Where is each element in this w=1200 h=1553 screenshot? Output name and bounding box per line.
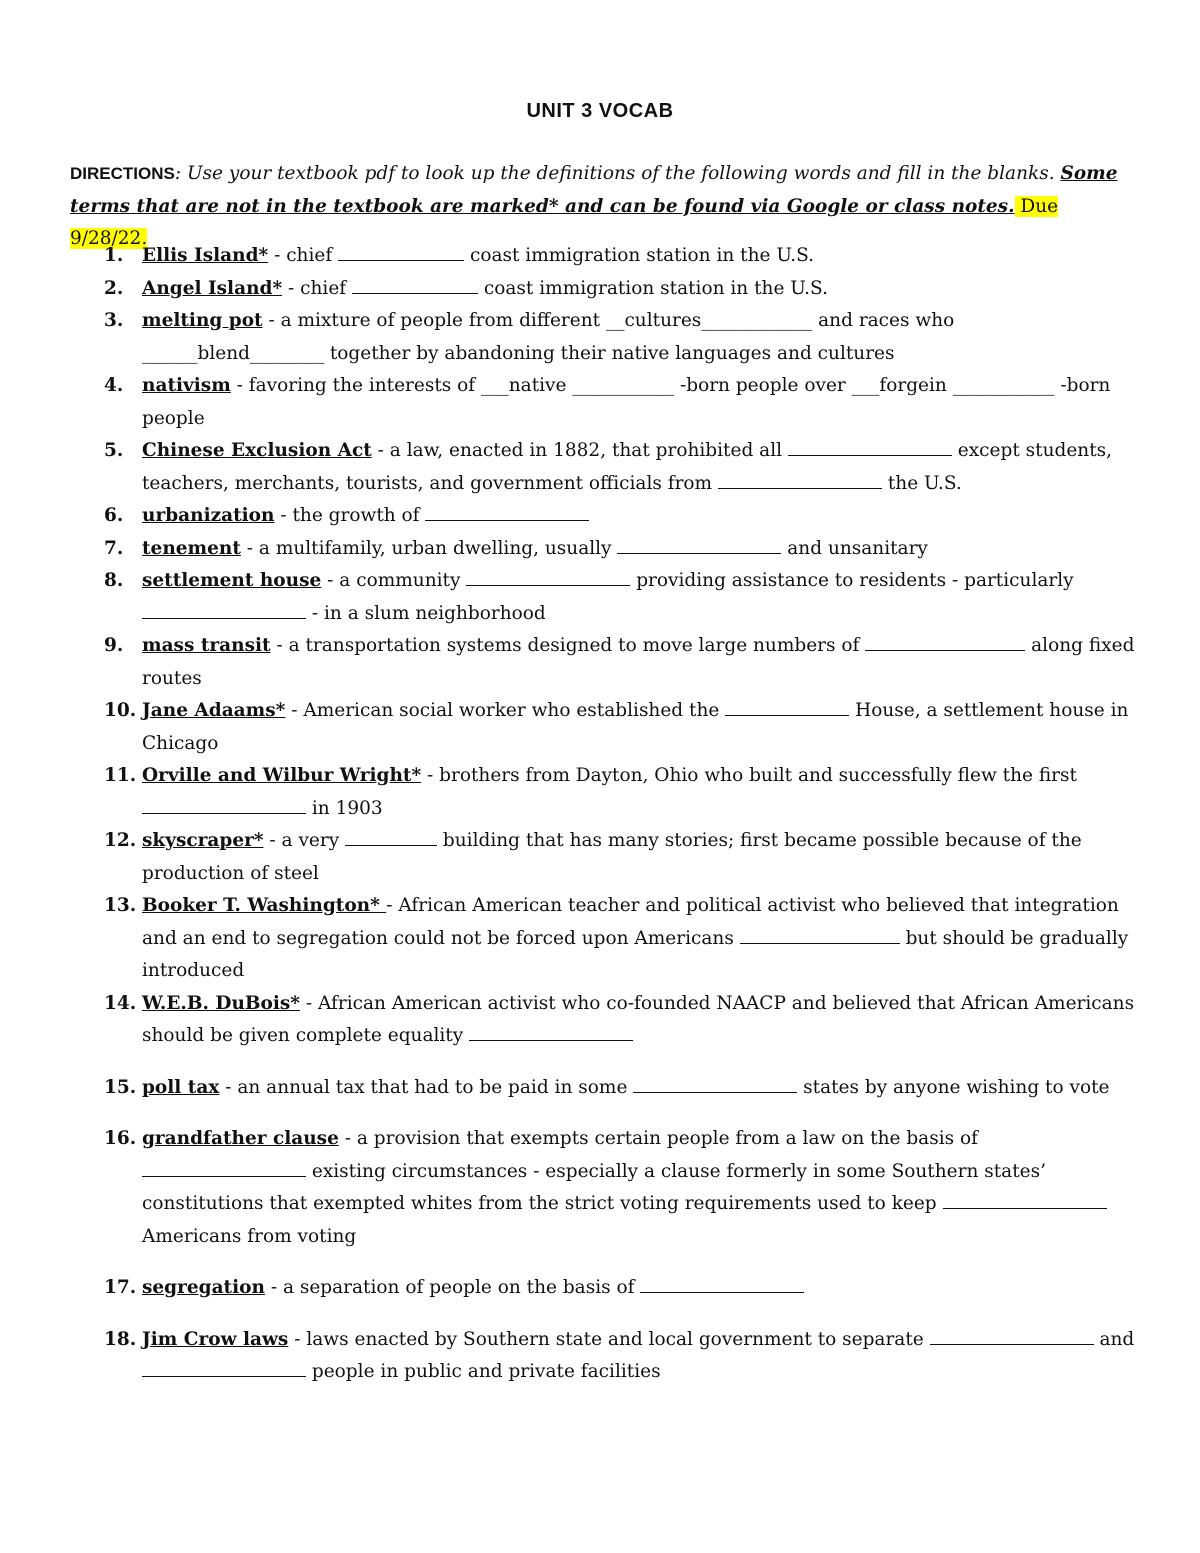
item-number: 8. (104, 570, 124, 591)
definition-text: - American social worker who established the (285, 700, 726, 721)
answer-blank[interactable] (617, 533, 781, 554)
vocab-item (70, 825, 1135, 890)
vocab-item (70, 1272, 1135, 1305)
filled-answer[interactable]: ___forgein ___________ (851, 375, 1055, 396)
answer-blank[interactable] (345, 825, 437, 846)
definition-text: in 1903 (306, 797, 383, 819)
directions-note: Some terms that are not in the textbook are marked* and can be found via Google or class notes. (70, 163, 1118, 217)
definition-text: - a mixture of people from different (262, 310, 606, 331)
definition-text: - laws enacted by Southern state and local government to separate (288, 1328, 930, 1350)
vocab-item (70, 305, 1135, 370)
vocab-item (70, 695, 1135, 760)
definition-text: - favoring the interests of (230, 375, 482, 396)
vocab-item (70, 435, 1135, 500)
answer-blank[interactable] (943, 1188, 1107, 1209)
definition-text: coast immigration station in the U.S. (478, 277, 828, 299)
answer-blank[interactable] (930, 1324, 1094, 1345)
item-number: 10. (104, 700, 137, 721)
vocab-item (70, 273, 1135, 306)
vocab-term: urbanization (142, 505, 275, 526)
answer-blank[interactable] (338, 240, 464, 261)
vocab-term: mass transit (142, 635, 271, 656)
definition-text: - brothers from Dayton, Ohio who built and successfully flew the first (421, 765, 1077, 786)
answer-blank[interactable] (142, 1356, 306, 1377)
definition-text: - a provision that exempts certain people from a law on the basis of (338, 1128, 978, 1149)
item-number: 16. (104, 1128, 137, 1149)
definition-text: Americans from voting (142, 1225, 357, 1247)
definition-text: along fixed routes (142, 635, 1135, 689)
definition-text: building that has many stories; first became possible because of the production of steel (142, 830, 1082, 884)
item-number: 18. (104, 1328, 137, 1350)
directions-text: Use your textbook pdf to look up the definitions of the following words and fill in the blanks. (181, 163, 1061, 184)
item-number: 15. (104, 1076, 137, 1098)
definition-text: - African American activist who co-founded NAACP and believed that African Americans should be given complete equality (142, 992, 1135, 1046)
vocab-term: poll tax (142, 1076, 220, 1098)
answer-blank[interactable] (142, 1156, 306, 1177)
vocab-term: Jim Crow laws (142, 1328, 289, 1350)
item-number: 7. (104, 537, 124, 559)
item-number: 1. (104, 245, 124, 266)
vocab-term: nativism (142, 375, 231, 396)
item-number: 3. (104, 310, 124, 331)
vocab-item (70, 890, 1135, 988)
vocab-item (70, 1123, 1135, 1253)
definition-text: and races who (812, 310, 955, 331)
vocab-item (70, 1324, 1135, 1389)
vocab-item (70, 240, 1135, 273)
definition-text: together by abandoning their native languages and cultures (323, 342, 895, 364)
vocab-term: Orville and Wilbur Wright* (142, 765, 422, 786)
definition-text: House, a settlement house in Chicago (142, 700, 1129, 754)
definition-text: -born people (142, 375, 1111, 429)
answer-blank[interactable] (352, 273, 478, 294)
item-number: 12. (104, 830, 137, 851)
vocab-term: W.E.B. DuBois* (142, 992, 300, 1014)
vocab-term: melting pot (142, 310, 263, 331)
answer-blank[interactable] (788, 435, 952, 456)
vocab-item (70, 533, 1135, 566)
answer-blank[interactable] (640, 1272, 804, 1293)
item-number: 17. (104, 1277, 137, 1298)
vocab-term: skyscraper* (142, 830, 264, 851)
item-number: 4. (104, 375, 124, 396)
answer-blank[interactable] (740, 923, 900, 944)
vocab-list (70, 240, 1135, 1389)
vocab-item (70, 630, 1135, 695)
answer-blank[interactable] (142, 793, 306, 814)
vocab-item (70, 500, 1135, 533)
definition-text: - the growth of (274, 505, 426, 526)
definition-text: - a transportation systems designed to move large numbers of (270, 635, 866, 656)
definition-text: - a community (321, 570, 467, 591)
definition-text: - an annual tax that had to be paid in some (219, 1076, 634, 1098)
answer-blank[interactable] (725, 695, 849, 716)
vocab-item (70, 1072, 1135, 1105)
definition-text: -born people over (674, 375, 852, 396)
definition-text: but should be gradually introduced (142, 927, 1129, 981)
definition-text: - a law, enacted in 1882, that prohibited all (371, 440, 788, 461)
vocab-item (70, 565, 1135, 630)
item-number: 9. (104, 635, 124, 656)
definition-text: - a very (263, 830, 346, 851)
definition-text: coast immigration station in the U.S. (464, 245, 815, 266)
answer-blank[interactable] (865, 630, 1025, 651)
vocab-term: Jane Adaams* (142, 700, 286, 721)
vocab-term: segregation (142, 1277, 265, 1298)
filled-answer[interactable]: ______blend________ (142, 342, 324, 364)
vocab-item (70, 760, 1135, 825)
definition-text: people in public and private facilities (306, 1361, 661, 1382)
definition-text: - chief (282, 277, 353, 299)
item-number: 6. (104, 505, 124, 526)
answer-blank[interactable] (469, 1020, 633, 1041)
due-date: Due 9/28/22. (70, 195, 1059, 249)
definition-text: states by anyone wishing to vote (797, 1076, 1110, 1098)
definition-text: and (1093, 1328, 1135, 1350)
vocab-term: grandfather clause (142, 1128, 339, 1149)
answer-blank[interactable] (425, 500, 589, 521)
item-number: 13. (104, 895, 137, 916)
definition-text: - a separation of people on the basis of (264, 1277, 641, 1298)
vocab-term: tenement (142, 537, 241, 559)
item-number: 5. (104, 440, 124, 461)
vocab-item (70, 988, 1135, 1053)
definition-text: - a multifamily, urban dwelling, usually (240, 537, 618, 559)
directions-colon: : (174, 163, 182, 184)
definition-text: providing assistance to residents - particularly (630, 570, 1074, 591)
answer-blank[interactable] (466, 565, 630, 586)
item-number: 14. (104, 992, 137, 1014)
page-title: UNIT 3 VOCAB (526, 100, 674, 122)
definition-text: and unsanitary (781, 537, 928, 559)
definition-text: existing circumstances - especially a clause formerly in some Southern states’ constitutions that exempted whites from the strict voting requirements used to keep (142, 1160, 1046, 1214)
answer-blank[interactable] (633, 1072, 797, 1093)
answer-blank[interactable] (142, 598, 306, 619)
definition-text: the U.S. (881, 472, 962, 494)
vocab-item (70, 370, 1135, 435)
filled-answer[interactable]: __cultures____________ (605, 310, 813, 331)
vocab-term: Chinese Exclusion Act (142, 440, 372, 461)
vocab-term: Angel Island* (142, 277, 283, 299)
definition-text: - chief (268, 245, 339, 266)
item-number: 2. (104, 277, 124, 299)
definition-text: except students, teachers, merchants, tourists, and government officials from (142, 440, 1113, 494)
definition-text: - in a slum neighborhood (306, 602, 546, 624)
directions-label: DIRECTIONS (70, 164, 175, 183)
vocab-term: Ellis Island* (142, 245, 269, 266)
item-number: 11. (104, 765, 137, 786)
vocab-term: settlement house (142, 570, 322, 591)
definition-text: - African American teacher and political activist who believed that integration and an end to segregation could not be forced upon Americans (142, 895, 1119, 949)
vocab-term: Booker T. Washington* (142, 895, 387, 916)
filled-answer[interactable]: ___native ___________ (481, 375, 675, 396)
answer-blank[interactable] (718, 468, 882, 489)
